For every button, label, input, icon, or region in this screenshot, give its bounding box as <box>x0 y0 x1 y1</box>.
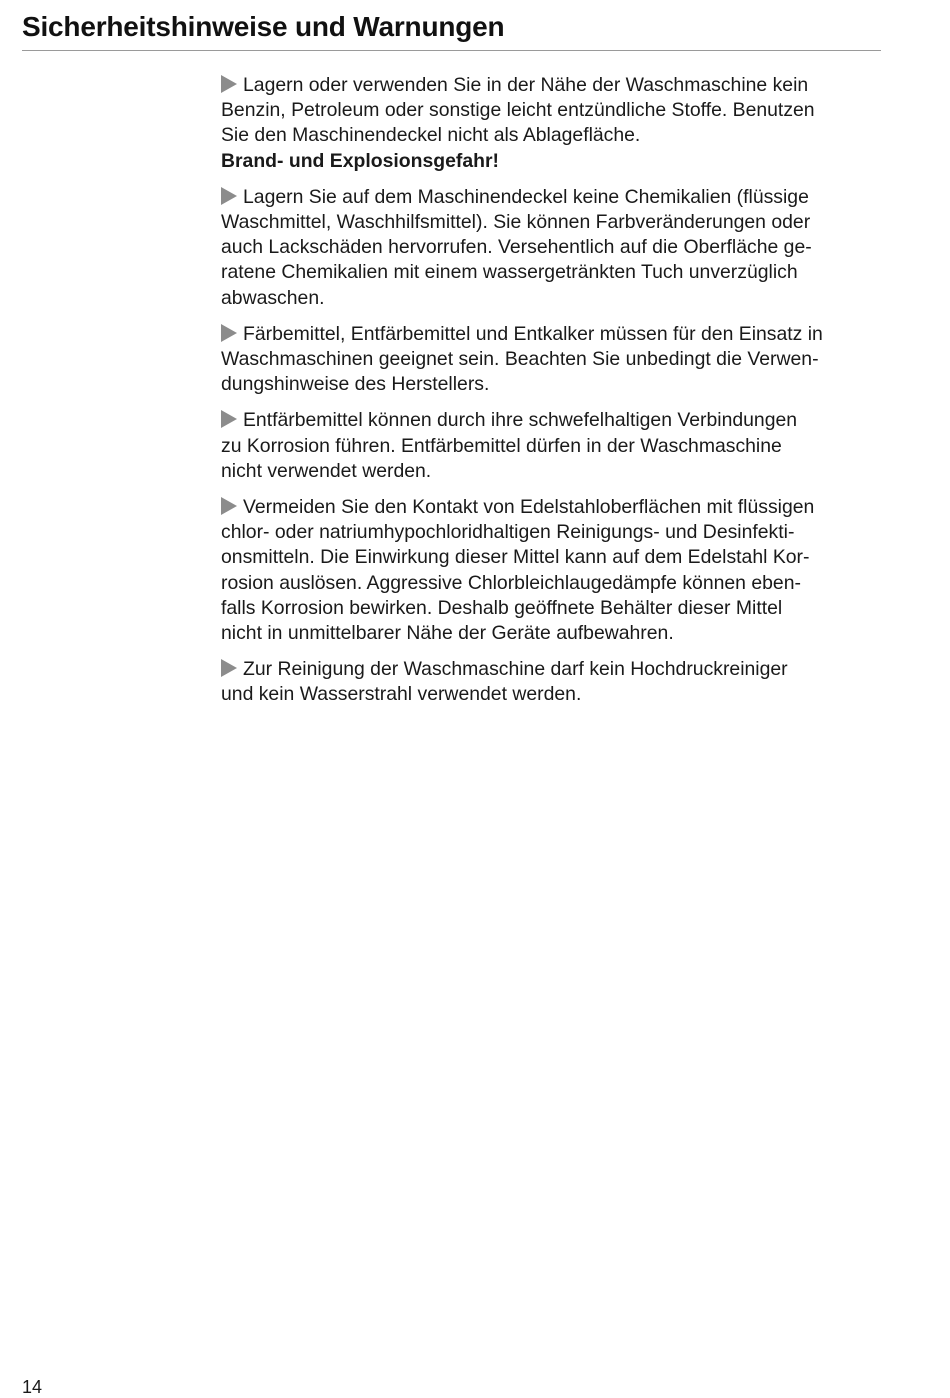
paragraph-line: Sie den Maschinendeckel nicht als Ablagefläche. <box>221 124 641 147</box>
page-header <box>22 10 881 51</box>
paragraph-line: nicht in unmittelbarer Nähe der Geräte aufbewahren. <box>221 622 674 645</box>
page-number: 14 <box>22 1377 43 1397</box>
paragraph-line: Zur Reinigung der Waschmaschine darf kein Hochdruckreiniger <box>243 658 788 681</box>
triangle-right-icon <box>221 497 237 515</box>
paragraph-line: zu Korrosion führen. Entfärbemittel dürfen in der Waschmaschine <box>221 434 782 457</box>
paragraph-line: Benzin, Petroleum oder sonstige leicht entzündliche Stoffe. Benutzen <box>221 99 815 122</box>
paragraph-line: Vermeiden Sie den Kontakt von Edelstahloberflächen mit flüssigen <box>243 496 815 519</box>
paragraph-line: abwaschen. <box>221 286 325 309</box>
triangle-right-icon <box>221 324 237 342</box>
paragraph-line: nicht verwendet werden. <box>221 459 432 482</box>
triangle-right-icon <box>221 659 237 677</box>
paragraph-line: und kein Wasserstrahl verwendet werden. <box>221 683 582 706</box>
paragraph-line: auch Lackschäden hervorrufen. Versehentlich auf die Oberfläche ge- <box>221 236 812 259</box>
safety-paragraph <box>221 495 883 646</box>
paragraph-line: Waschmaschinen geeignet sein. Beachten Sie unbedingt die Verwen- <box>221 348 819 371</box>
triangle-right-icon <box>221 75 237 93</box>
safety-paragraph <box>221 657 883 707</box>
triangle-right-icon <box>221 187 237 205</box>
safety-paragraph <box>221 73 883 174</box>
paragraph-line: onsmitteln. Die Einwirkung dieser Mittel kann auf dem Edelstahl Kor- <box>221 546 810 569</box>
paragraph-line: Färbemittel, Entfärbemittel und Entkalker müssen für den Einsatz in <box>243 322 823 345</box>
paragraph-line: chlor- oder natriumhypochloridhaltigen Reinigungs- und Desinfekti- <box>221 521 795 544</box>
safety-paragraph <box>221 322 883 398</box>
paragraph-line: ratene Chemikalien mit einem wassergetränkten Tuch unverzüglich <box>221 261 798 284</box>
safety-paragraph <box>221 408 883 484</box>
paragraph-line: Waschmittel, Waschhilfsmittel). Sie können Farbveränderungen oder <box>221 211 811 234</box>
page-title: Sicherheitshinweise und Warnungen <box>22 11 505 42</box>
paragraph-line: dungshinweise des Herstellers. <box>221 373 490 396</box>
paragraph-line: rosion auslösen. Aggressive Chlorbleichlaugedämpfe können eben- <box>221 571 801 594</box>
paragraph-line: Lagern Sie auf dem Maschinendeckel keine Chemikalien (flüssige <box>243 185 809 208</box>
safety-content <box>221 73 883 719</box>
triangle-right-icon <box>221 410 237 428</box>
paragraph-line: Entfärbemittel können durch ihre schwefelhaltigen Verbindungen <box>243 409 798 432</box>
paragraph-line: falls Korrosion bewirken. Deshalb geöffnete Behälter dieser Mittel <box>221 596 783 619</box>
warning-text: Brand- und Explosionsgefahr! <box>221 149 499 172</box>
safety-paragraph <box>221 185 883 311</box>
paragraph-line: Lagern oder verwenden Sie in der Nähe der Waschmaschine kein <box>243 74 809 96</box>
